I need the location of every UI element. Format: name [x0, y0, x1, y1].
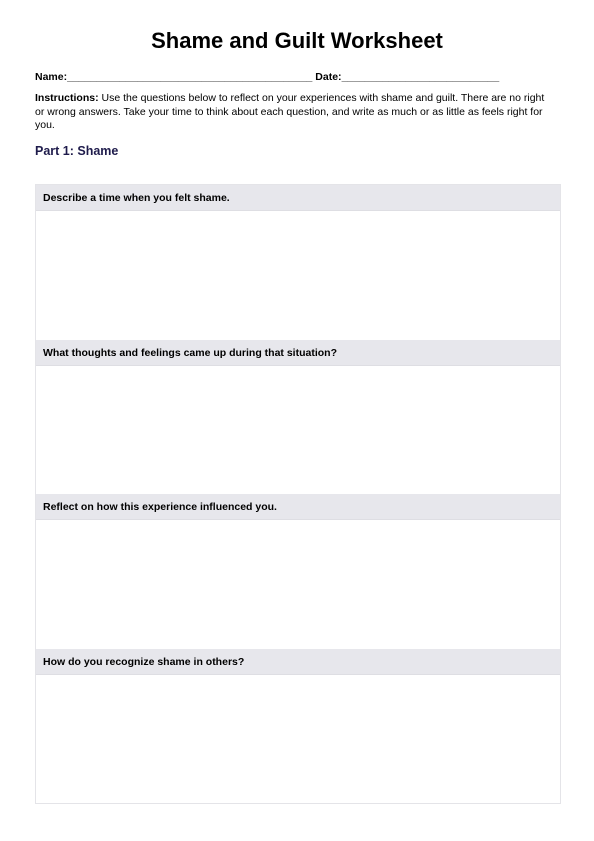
instructions: [35, 92, 555, 133]
question-table: [35, 184, 561, 804]
question-block: [36, 494, 560, 649]
page-title: Shame and Guilt Worksheet: [151, 28, 443, 53]
question-prompt: Describe a time when you felt shame.: [36, 185, 560, 211]
answer-area[interactable]: [36, 520, 560, 648]
question-prompt: Reflect on how this experience influenced you.: [36, 494, 560, 520]
answer-area[interactable]: [36, 366, 560, 494]
instructions-text: Use the questions below to reflect on your experiences with shame and guilt. There are no right or wrong answers. Take your time to think about each question, and write as much or as little as feels right for you.: [35, 92, 545, 131]
question-block: [36, 185, 560, 340]
question-prompt: What thoughts and feelings came up during that situation?: [36, 340, 560, 366]
question-block: [36, 649, 560, 804]
instructions-lead: Instructions:: [35, 92, 99, 104]
answer-area[interactable]: [36, 211, 560, 339]
section-heading-part-1: Part 1: Shame: [35, 144, 119, 158]
question-prompt: How do you recognize shame in others?: [36, 649, 560, 675]
name-date-line: [35, 70, 565, 84]
answer-area[interactable]: [36, 675, 560, 803]
date-field[interactable]: ___________________________: [341, 71, 500, 83]
name-field[interactable]: __________________________________________: [67, 71, 313, 83]
question-block: [36, 340, 560, 495]
name-label: Name:: [35, 71, 68, 83]
date-label: Date:: [315, 71, 342, 83]
